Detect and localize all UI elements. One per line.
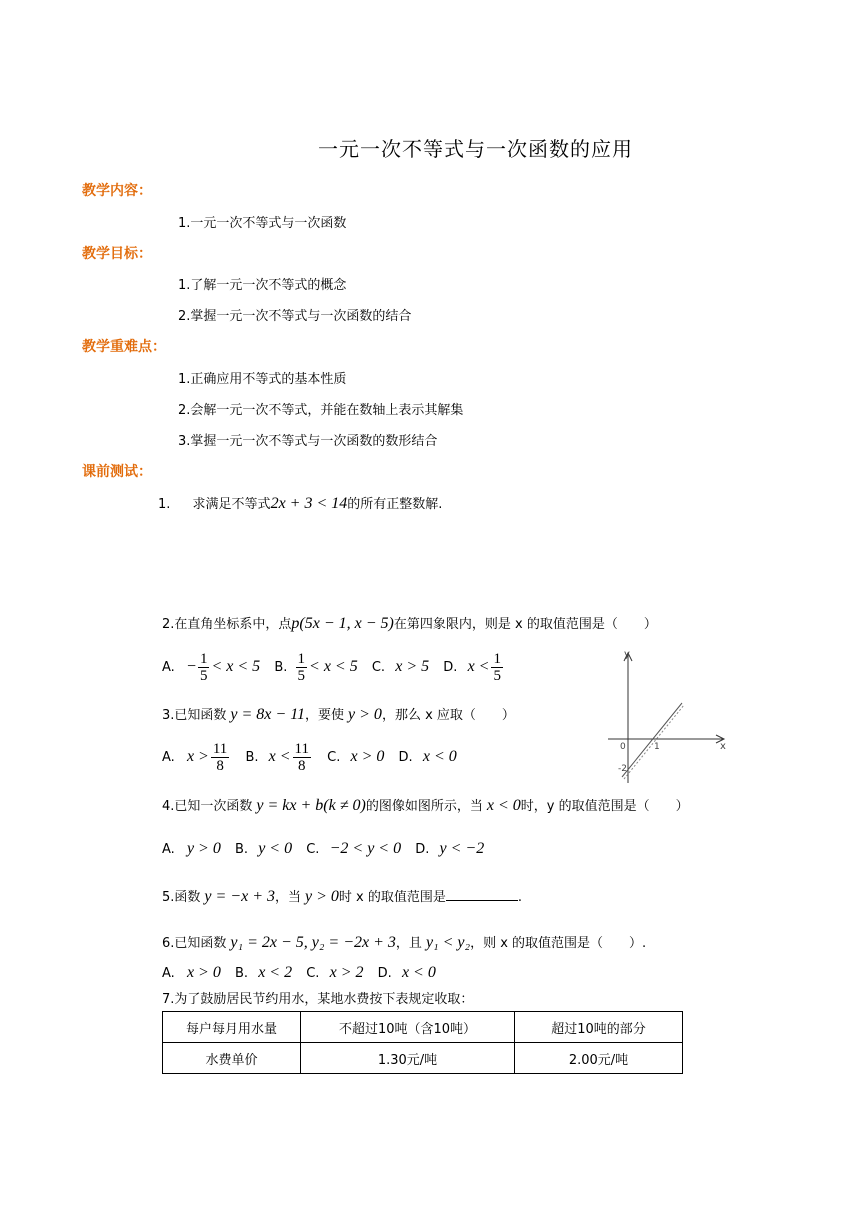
function-expression: y = −x + 3 [204,888,275,905]
question-4 [162,795,689,815]
question-text: 6.已知函数 [162,936,227,951]
function-expression: y = 8x − 11 [230,706,306,723]
question-text: 3.已知函数 [162,708,227,723]
option-d-label: D. [377,966,392,981]
content-item-1: 1.一元一次不等式与一次函数 [178,216,347,231]
function-line [622,703,682,777]
function-expression: y₁ = 2x − 5, y₂ = −2x + 3 [230,934,396,951]
option-d-expression: x < 0 [401,964,436,981]
y-intercept-label: -2 [618,764,627,774]
option-a-expression: x > [186,748,209,765]
option-b-expression: x < 2 [258,964,293,981]
point-expression: p(5x − 1, x − 5) [291,615,394,632]
table-header-cell: 不超过10吨（含10吨） [301,1012,515,1043]
page-title: 一元一次不等式与一次函数的应用 [318,137,633,161]
question-2-options [162,651,505,684]
fraction-numerator: 11 [212,741,228,757]
option-b-expression: y < 0 [258,840,293,857]
option-c-expression: x > 5 [395,658,430,675]
option-c-label: C. [306,842,320,857]
option-b-expression: x < [268,748,291,765]
question-text-mid: ，当 [275,890,302,905]
question-text: 5.函数 [162,890,201,905]
option-b-expression: < x < 5 [309,658,358,675]
option-d-expression: x < 0 [422,748,457,765]
section-heading-pretest: 课前测试： [82,464,152,480]
table-cell: 1.30元/吨 [301,1043,515,1074]
keypoint-item-3: 3.掌握一元一次不等式与一次函数的数形结合 [178,434,438,449]
option-a-expression: y > 0 [186,840,221,857]
table-header-row [163,1012,683,1043]
question-text-end: 在第四象限内，则是 x 的取值范围是（ ） [393,617,657,632]
option-c-expression: −2 < y < 0 [329,840,402,857]
condition-expression: y > 0 [305,888,339,905]
table-cell: 2.00元/吨 [515,1043,683,1074]
x-axis-label: x [720,741,726,752]
question-4-options [162,840,484,858]
question-5 [162,886,522,906]
fraction-numerator: 1 [297,651,306,667]
option-a-expression: x > 0 [186,964,221,981]
question-3-options [162,741,457,774]
fraction-denominator: 5 [493,668,501,684]
x-intercept-label: 1 [654,742,660,752]
option-a-label: A. [162,966,175,981]
question-3 [162,704,515,724]
option-b-fraction [293,741,311,774]
question-text-end: ，那么 x 应取（ ） [381,708,515,723]
question-2 [162,613,657,633]
table-row [163,1043,683,1074]
fraction-denominator: 8 [216,758,224,774]
goal-item-2: 2.掌握一元一次不等式与一次函数的结合 [178,309,412,324]
option-b-fraction [296,651,308,684]
option-a-fraction [211,741,229,774]
question-text-end: 时，y 的取值范围是（ ） [520,799,689,814]
fraction-numerator: 11 [294,741,309,757]
answer-blank[interactable] [446,888,518,901]
section-heading-content: 教学内容： [82,183,152,199]
question-6 [162,932,646,952]
keypoint-item-1: 1.正确应用不等式的基本性质 [178,372,347,387]
section-heading-goals: 教学目标： [82,246,152,262]
question-text-mid: ，且 [395,936,422,951]
question-text-end: 时 x 的取值范围是 [338,890,446,905]
option-d-label: D. [415,842,430,857]
condition-expression: x < 0 [486,797,521,814]
question-text-mid: 的图像如图所示，当 [365,799,483,814]
table-cell: 水费单价 [163,1043,301,1074]
question-7: 7.为了鼓励居民节约用水，某地水费按下表规定收取： [162,992,474,1007]
fraction-denominator: 5 [297,668,306,684]
section-heading-keypoints: 教学重难点： [82,339,166,355]
option-d-label: D. [443,660,458,675]
option-b-label: B. [274,660,288,675]
condition-expression: y > 0 [348,706,382,723]
inequality-expression: 2x + 3 < 14 [270,495,348,512]
goal-item-1: 1.了解一元一次不等式的概念 [178,278,347,293]
question-number: 1. [158,497,171,512]
option-a-fraction [198,651,210,684]
y-axis-label: y [624,649,630,660]
option-d-expression: x < [467,658,490,675]
fraction-numerator: 1 [493,651,501,667]
option-a-label: A. [162,750,175,765]
function-graph-figure [600,645,730,785]
origin-label: 0 [620,742,626,752]
question-text: 2.在直角坐标系中，点 [162,617,292,632]
water-fee-table [162,1011,683,1074]
option-b-label: B. [234,842,249,857]
option-d-label: D. [398,750,413,765]
option-b-label: B. [234,966,249,981]
option-c-label: C. [327,750,341,765]
question-text-end: 的所有正整数解. [347,497,443,512]
option-a-label: A. [162,842,175,857]
keypoint-item-2: 2.会解一元一次不等式，并能在数轴上表示其解集 [178,403,464,418]
question-1 [158,493,442,513]
question-text: 4.已知一次函数 [162,799,253,814]
option-a-expression: < x < 5 [211,658,261,675]
option-a-sign: − [186,658,196,675]
option-d-expression: y < −2 [439,840,485,857]
fraction-denominator: 8 [298,758,306,774]
option-d-fraction [491,651,503,684]
option-c-expression: x > 0 [350,748,385,765]
table-header-cell: 超过10吨的部分 [515,1012,683,1043]
fraction-denominator: 5 [199,668,208,684]
option-c-label: C. [371,660,386,675]
option-a-label: A. [162,660,175,675]
question-6-options [162,964,436,982]
condition-expression: y₁ < y₂ [425,934,471,951]
table-header-cell: 每户每月用水量 [163,1012,301,1043]
question-text: 求满足不等式 [192,497,271,512]
question-text-mid: ，要使 [305,708,345,723]
function-expression: y = kx + b(k ≠ 0) [256,797,366,814]
fraction-numerator: 1 [199,651,208,667]
question-period: . [517,890,523,905]
question-text-end: ，则 x 的取值范围是（ ）. [470,936,647,951]
option-c-label: C. [306,966,320,981]
option-c-expression: x > 2 [329,964,364,981]
option-b-label: B. [245,750,259,765]
